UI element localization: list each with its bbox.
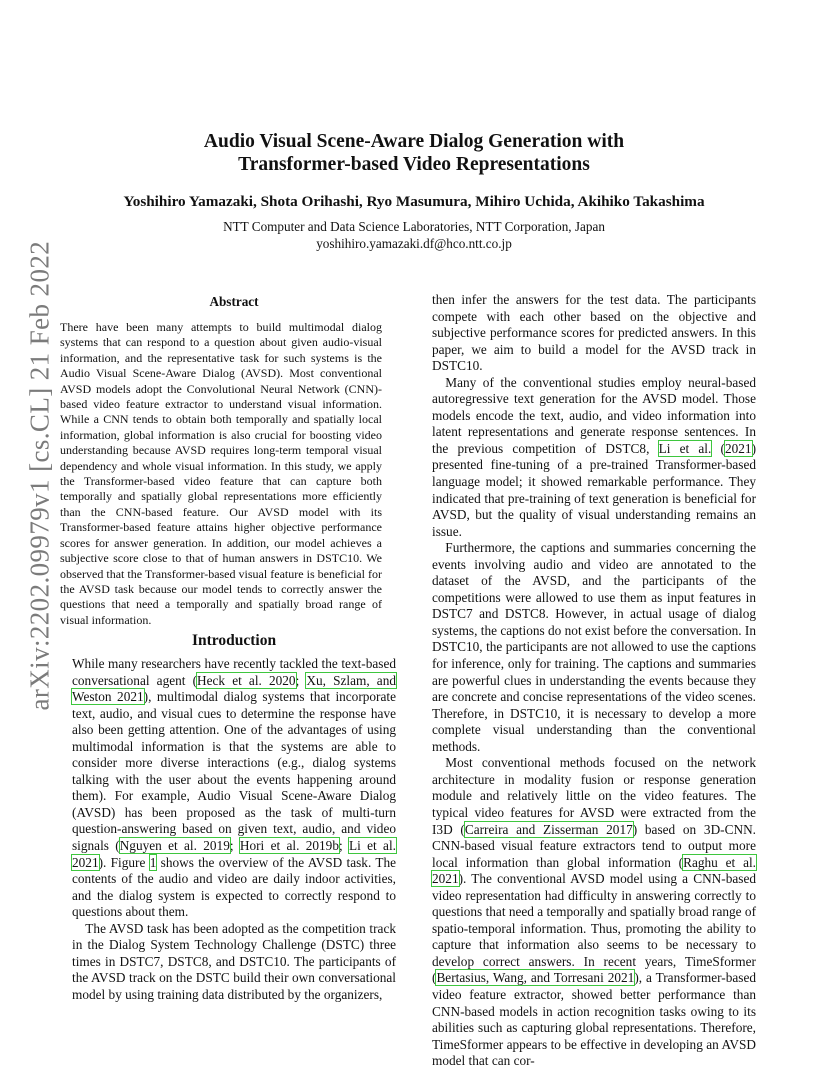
text-span: ), a Transformer-based video feature extractor, showed better performance than CNN-based models in action recognition tasks owing to its abilities such as capturing global representations. Therefore, TimeSformer appears to be effective in developing an AVSD model that can cor- xyxy=(432,970,757,1069)
text-span: Many of the conventional studies employ neural-based autoregressive text generation for the AVSD model. Those models encode the text, audio, and video information into latent representations and generate response sentences. In the previous competition of DSTC8, xyxy=(432,374,756,456)
intro-paragraph-6 xyxy=(432,755,756,1069)
citation-link[interactable]: Raghu et al. 2021 xyxy=(432,854,756,887)
citation-link[interactable]: Heck et al. 2020 xyxy=(197,672,296,688)
citation-link[interactable]: Carreira and Zisserman 2017 xyxy=(464,821,633,837)
left-column xyxy=(72,656,396,1003)
intro-paragraph-1 xyxy=(72,656,396,921)
text-span: ), multimodal dialog systems that incorporate text, audio, and visual cues to determine the response have also been getting attention. One of the advantages of using multimodal information is that the systems are able to consider more diverse interactions (e.g., dialog systems talking with the user about the events happening around them). For example, Audio Visual Scene-Aware Dialog (AVSD) has been proposed as the task of multi-turn question-answering based on given text, audio, and video signals ( xyxy=(72,689,396,854)
abstract-heading: Abstract xyxy=(209,294,259,309)
text-span: ) presented fine-tuning of a pre-trained Transformer-based language model; it showed remarkable performance. They indicated that pre-training of text generation is beneficial for AVSD, but the quality of visual understanding remains an issue. xyxy=(432,440,756,539)
email: yoshihiro.yamazaki.df@hco.ntt.co.jp xyxy=(316,236,512,251)
intro-paragraph-5: Furthermore, the captions and summaries concerning the events involving audio and video are annotated to the dataset of the AVSD, and the participants of the competitions were allowed to use them as input features in DSTC7 and DSTC8. However, in actual usage of dialog systems, the captions do not exist before the conversation. In DSTC10, the participants are not allowed to use the captions for inference, only for training. The captions and summaries are powerful clues in understanding the events because they are concrete and concise representations of the video scenes. Therefore, in DSTC10, it is necessary to develop a more complete visual understanding than the conventional methods. xyxy=(432,540,756,754)
citation-link[interactable]: Li et al. 2021 xyxy=(72,838,396,870)
text-span: ( xyxy=(711,440,725,456)
figure-link[interactable]: 1 xyxy=(149,854,157,870)
affiliation: NTT Computer and Data Science Laboratories, NTT Corporation, Japan xyxy=(223,219,605,234)
text-span: ; xyxy=(338,838,349,854)
text-span: ). Figure xyxy=(98,854,150,870)
citation-link[interactable]: Hori et al. 2019b xyxy=(239,838,339,854)
text-span: ) based on 3D-CNN. CNN-based visual feature extractors tend to output more local information than global information ( xyxy=(432,821,756,870)
intro-paragraph-2: The AVSD task has been adopted as the competition track in the Dialog System Technology Challenge (DSTC) three times in DSTC7, DSTC8, and DSTC10. The participants of the AVSD track on the DSTC build their own conversational model by using training data distributed by the organizers, xyxy=(72,920,396,1002)
author-list: Yoshihiro Yamazaki, Shota Orihashi, Ryo Masumura, Mihiro Uchida, Akihiko Takashima xyxy=(123,193,705,210)
citation-link[interactable]: Li et al. xyxy=(658,440,712,456)
title-line-2: Transformer-based Video Representations xyxy=(238,154,590,175)
citation-link[interactable]: Nguyen et al. 2019 xyxy=(119,838,230,854)
text-span: ; xyxy=(229,838,240,854)
intro-paragraph-4 xyxy=(432,375,756,540)
citation-link[interactable]: Bertasius, Wang, and Torresani 2021 xyxy=(436,970,635,986)
text-span: ). The conventional AVSD model using a CNN-based video representation had difficulty in answering correctly to questions that need a temporally and spatially broad range of spatio-temporal information. Thus, promoting the ability to capture that information also seems to be necessary to develop correct answers. In recent years, TimeSformer ( xyxy=(432,871,756,986)
affiliation-block xyxy=(0,218,828,252)
introduction-heading: Introduction xyxy=(191,632,277,649)
text-span: Most conventional methods focused on the network architecture in modality fusion or response generation module and relatively little on the video features. The typical video features for AVSD were extracted from the I3D ( xyxy=(432,755,756,837)
citation-link[interactable]: Xu, Szlam, and Weston 2021 xyxy=(72,672,396,705)
arxiv-stamp: arXiv:2202.09979v1 [cs.CL] 21 Feb 2022 xyxy=(24,240,55,711)
title-line-1: Audio Visual Scene-Aware Dialog Generation with xyxy=(203,131,625,152)
abstract-text: There have been many attempts to build multimodal dialog systems that can respond to a question about given audio-visual information, and the representative task for such systems is the Audio Visual Scene-Aware Dialog (AVSD). Most conventional AVSD models adopt the Convolutional Neural Network (CNN)-based video feature extractor to understand visual information. While a CNN tends to obtain both temporally and spatially local information, global information is also crucial for boosting video understanding because AVSD requires long-term temporal visual dependency and whole visual information. In this study, we apply the Transformer-based video feature that can capture both temporally and spatially global representations more efficiently than the CNN-based feature. Our AVSD model with its Transformer-based feature attains higher objective performance scores for answer generation. In addition, our model achieves a subjective score close to that of human answers in DSTC10. We observed that the Transformer-based visual feature is beneficial for the AVSD task because our model tends to correctly answer the questions that need a temporally and spatially broad range of visual information. xyxy=(60,320,382,627)
text-span: shows the overview of the AVSD task. The contents of the audio and video are daily indoor activities, and the dialog system is expected to correctly respond to questions about them. xyxy=(72,854,397,920)
text-span: While many researchers have recently tackled the text-based conversational agent ( xyxy=(72,656,396,688)
right-column xyxy=(432,292,756,1070)
intro-paragraph-3: then infer the answers for the test data. The participants compete with each other based on the objective and subjective performance scores for predicted answers. In this paper, we aim to build a model for the AVSD track in DSTC10. xyxy=(432,292,756,374)
paper-title xyxy=(0,130,828,176)
text-span: ; xyxy=(295,672,307,688)
citation-link[interactable]: 2021 xyxy=(724,440,752,456)
